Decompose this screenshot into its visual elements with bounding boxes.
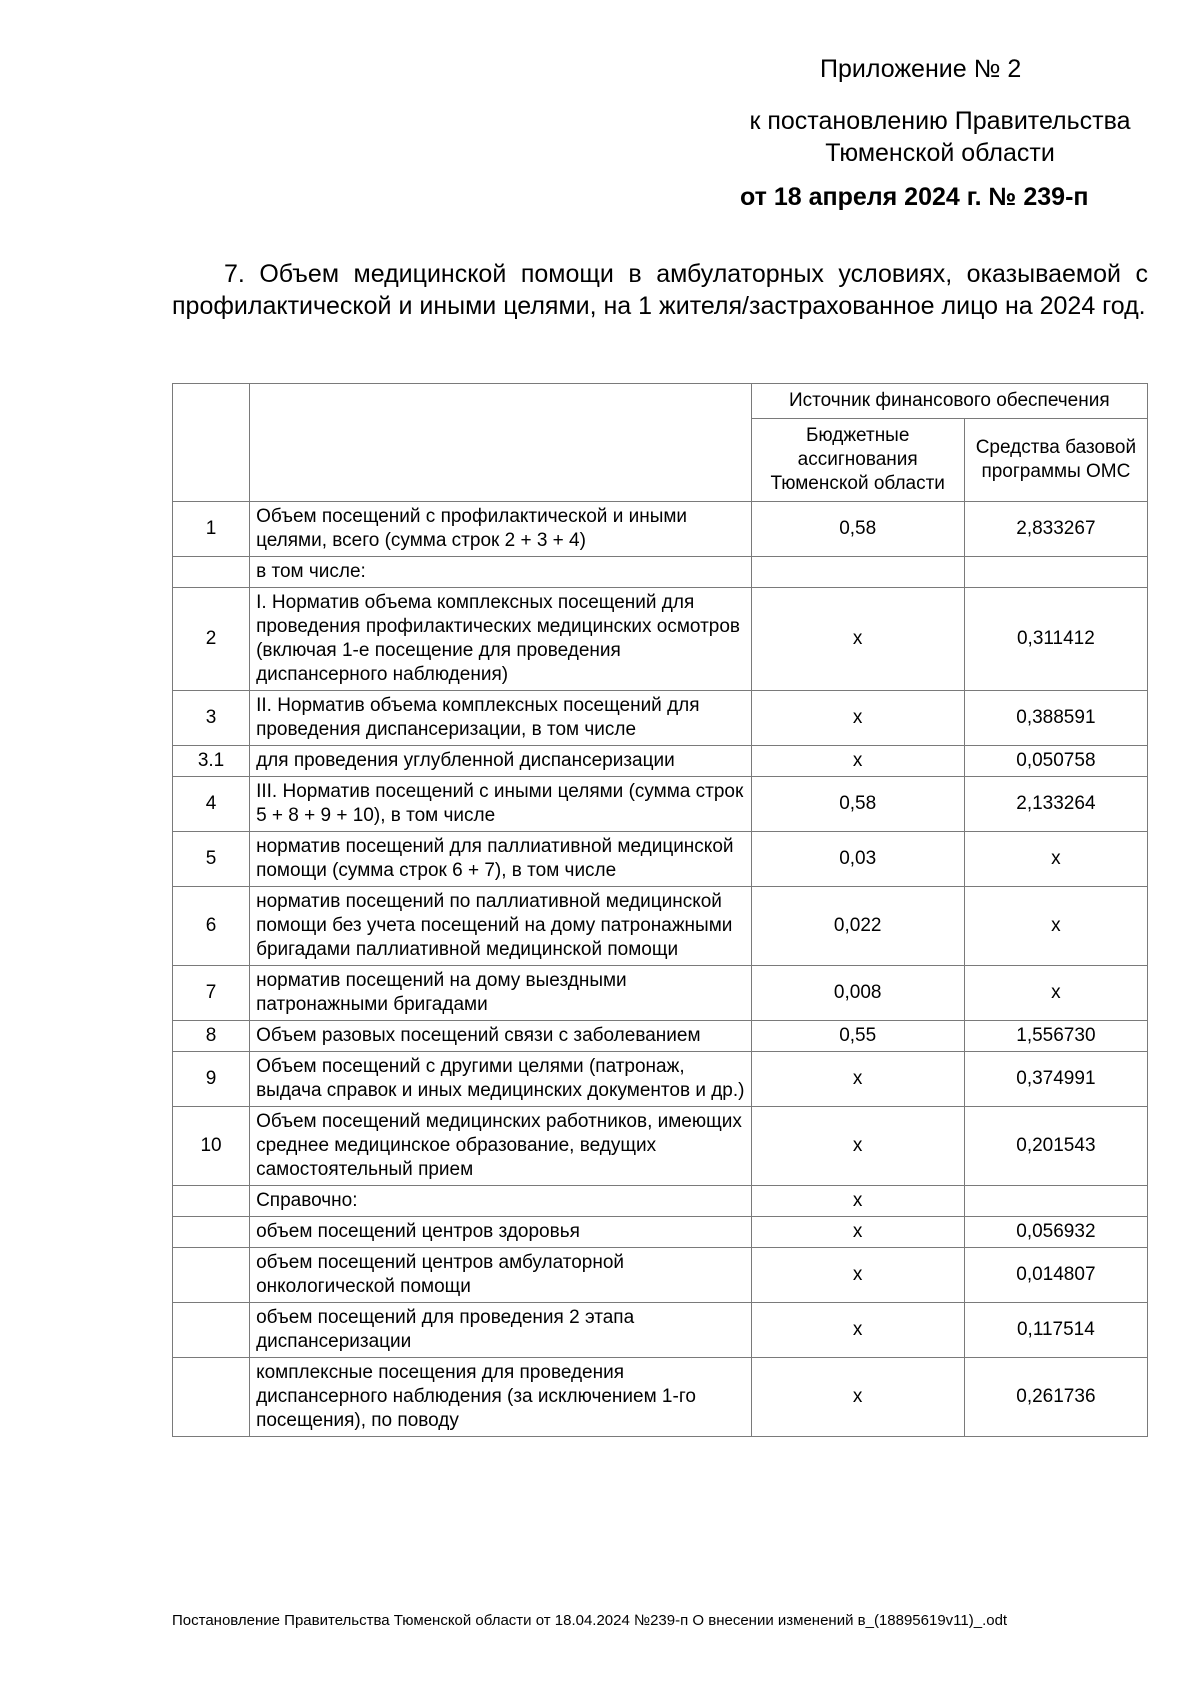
row-budget-cell: 0,55 bbox=[751, 1021, 964, 1052]
row-name-cell: норматив посещений по паллиативной медицинской помощи без учета посещений на дому патронажными бригадами паллиативной медицинской помощи bbox=[250, 887, 752, 966]
row-budget-cell: 0,03 bbox=[751, 832, 964, 887]
table-row bbox=[173, 1217, 1148, 1248]
row-budget-cell: х bbox=[751, 1217, 964, 1248]
section-heading: 7. Объем медицинской помощи в амбулаторных условиях, оказываемой с профилактической и иными целями, на 1 жителя/застрахованное лицо на 2024 год. bbox=[172, 260, 1148, 320]
row-oms-cell: 0,056932 bbox=[964, 1217, 1147, 1248]
row-budget-cell: х bbox=[751, 1186, 964, 1217]
row-number-cell: 1 bbox=[173, 502, 250, 557]
table-row bbox=[173, 1358, 1148, 1437]
row-name-cell: комплексные посещения для проведения диспансерного наблюдения (за исключением 1-го посещения), по поводу bbox=[250, 1358, 752, 1437]
table-row bbox=[173, 832, 1148, 887]
row-name-cell: объем посещений для проведения 2 этапа диспансеризации bbox=[250, 1303, 752, 1358]
row-budget-cell: х bbox=[751, 1248, 964, 1303]
row-oms-cell: 0,374991 bbox=[964, 1052, 1147, 1107]
table-row bbox=[173, 588, 1148, 691]
row-oms-cell: 0,311412 bbox=[964, 588, 1147, 691]
row-number-cell: 10 bbox=[173, 1107, 250, 1186]
row-number-cell: 9 bbox=[173, 1052, 250, 1107]
row-budget-cell: х bbox=[751, 1052, 964, 1107]
row-number-cell bbox=[173, 1186, 250, 1217]
row-number-cell bbox=[173, 1303, 250, 1358]
row-name-cell: объем посещений центров амбулаторной онкологической помощи bbox=[250, 1248, 752, 1303]
header-funding-source: Источник финансового обеспечения bbox=[751, 384, 1147, 419]
row-name-cell: Объем посещений с профилактической и иными целями, всего (сумма строк 2 + 3 + 4) bbox=[250, 502, 752, 557]
row-oms-cell: х bbox=[964, 887, 1147, 966]
row-oms-cell: 2,133264 bbox=[964, 777, 1147, 832]
row-number-cell: 6 bbox=[173, 887, 250, 966]
volume-table bbox=[172, 383, 1148, 1437]
table-row bbox=[173, 1021, 1148, 1052]
header-name-cell bbox=[250, 384, 752, 502]
row-oms-cell: 0,388591 bbox=[964, 691, 1147, 746]
decree-reference-line-1: к постановлению Правительства bbox=[749, 107, 1131, 135]
row-name-cell: объем посещений центров здоровья bbox=[250, 1217, 752, 1248]
row-name-cell: Справочно: bbox=[250, 1186, 752, 1217]
table-row bbox=[173, 966, 1148, 1021]
row-oms-cell: 0,050758 bbox=[964, 746, 1147, 777]
row-budget-cell: х bbox=[751, 1358, 964, 1437]
table-row bbox=[173, 887, 1148, 966]
row-budget-cell: 0,008 bbox=[751, 966, 964, 1021]
row-oms-cell: 0,117514 bbox=[964, 1303, 1147, 1358]
row-budget-cell: х bbox=[751, 1107, 964, 1186]
header-num-cell bbox=[173, 384, 250, 502]
table-body bbox=[173, 502, 1148, 1437]
table-row bbox=[173, 557, 1148, 588]
row-oms-cell bbox=[964, 1186, 1147, 1217]
row-number-cell: 3.1 bbox=[173, 746, 250, 777]
table-row bbox=[173, 1303, 1148, 1358]
table-row bbox=[173, 1186, 1148, 1217]
row-number-cell: 8 bbox=[173, 1021, 250, 1052]
row-budget-cell: 0,022 bbox=[751, 887, 964, 966]
appendix-title: Приложение № 2 bbox=[820, 55, 1022, 83]
row-number-cell bbox=[173, 1217, 250, 1248]
table-row bbox=[173, 746, 1148, 777]
table-header bbox=[173, 384, 1148, 502]
row-oms-cell: 0,014807 bbox=[964, 1248, 1147, 1303]
table-row bbox=[173, 777, 1148, 832]
row-name-cell: норматив посещений на дому выездными патронажными бригадами bbox=[250, 966, 752, 1021]
header-budget: Бюджетные ассигнования Тюменской области bbox=[751, 419, 964, 502]
row-name-cell: III. Норматив посещений с иными целями (сумма строк 5 + 8 + 9 + 10), в том числе bbox=[250, 777, 752, 832]
row-name-cell: I. Норматив объема комплексных посещений для проведения профилактических медицинских осмотров (включая 1-е посещение для проведения диспансерного наблюдения) bbox=[250, 588, 752, 691]
footer-filename: Постановление Правительства Тюменской области от 18.04.2024 №239-п О внесении изменений в_(18895619v11)_.odt bbox=[172, 1612, 1008, 1629]
row-name-cell: норматив посещений для паллиативной медицинской помощи (сумма строк 6 + 7), в том числе bbox=[250, 832, 752, 887]
row-budget-cell: х bbox=[751, 588, 964, 691]
row-oms-cell: х bbox=[964, 832, 1147, 887]
row-name-cell: Объем посещений с другими целями (патронаж, выдача справок и иных медицинских документов и др.) bbox=[250, 1052, 752, 1107]
row-budget-cell: 0,58 bbox=[751, 502, 964, 557]
row-name-cell: Объем посещений медицинских работников, имеющих среднее медицинское образование, ведущих самостоятельный прием bbox=[250, 1107, 752, 1186]
row-budget-cell: х bbox=[751, 746, 964, 777]
row-number-cell bbox=[173, 1248, 250, 1303]
decree-reference bbox=[720, 105, 1160, 169]
row-number-cell: 2 bbox=[173, 588, 250, 691]
row-oms-cell: 0,261736 bbox=[964, 1358, 1147, 1437]
row-number-cell: 5 bbox=[173, 832, 250, 887]
row-oms-cell: 0,201543 bbox=[964, 1107, 1147, 1186]
header-oms: Средства базовой программы ОМС bbox=[964, 419, 1147, 502]
row-name-cell: Объем разовых посещений связи с заболеванием bbox=[250, 1021, 752, 1052]
row-oms-cell bbox=[964, 557, 1147, 588]
table-row bbox=[173, 1107, 1148, 1186]
row-budget-cell: х bbox=[751, 691, 964, 746]
row-number-cell: 4 bbox=[173, 777, 250, 832]
table-header-row-1 bbox=[173, 384, 1148, 419]
row-budget-cell: х bbox=[751, 1303, 964, 1358]
table-row bbox=[173, 691, 1148, 746]
row-number-cell: 7 bbox=[173, 966, 250, 1021]
row-oms-cell: 2,833267 bbox=[964, 502, 1147, 557]
table-row bbox=[173, 1248, 1148, 1303]
row-number-cell: 3 bbox=[173, 691, 250, 746]
row-number-cell bbox=[173, 1358, 250, 1437]
row-name-cell: для проведения углубленной диспансеризации bbox=[250, 746, 752, 777]
row-name-cell: в том числе: bbox=[250, 557, 752, 588]
table-row bbox=[173, 502, 1148, 557]
row-name-cell: II. Норматив объема комплексных посещений для проведения диспансеризации, в том числе bbox=[250, 691, 752, 746]
row-oms-cell: х bbox=[964, 966, 1147, 1021]
table-row bbox=[173, 1052, 1148, 1107]
row-oms-cell: 1,556730 bbox=[964, 1021, 1147, 1052]
row-budget-cell bbox=[751, 557, 964, 588]
decree-reference-line-2: Тюменской области bbox=[825, 139, 1055, 167]
row-budget-cell: 0,58 bbox=[751, 777, 964, 832]
row-number-cell bbox=[173, 557, 250, 588]
decree-date: от 18 апреля 2024 г. № 239-п bbox=[740, 183, 1089, 211]
